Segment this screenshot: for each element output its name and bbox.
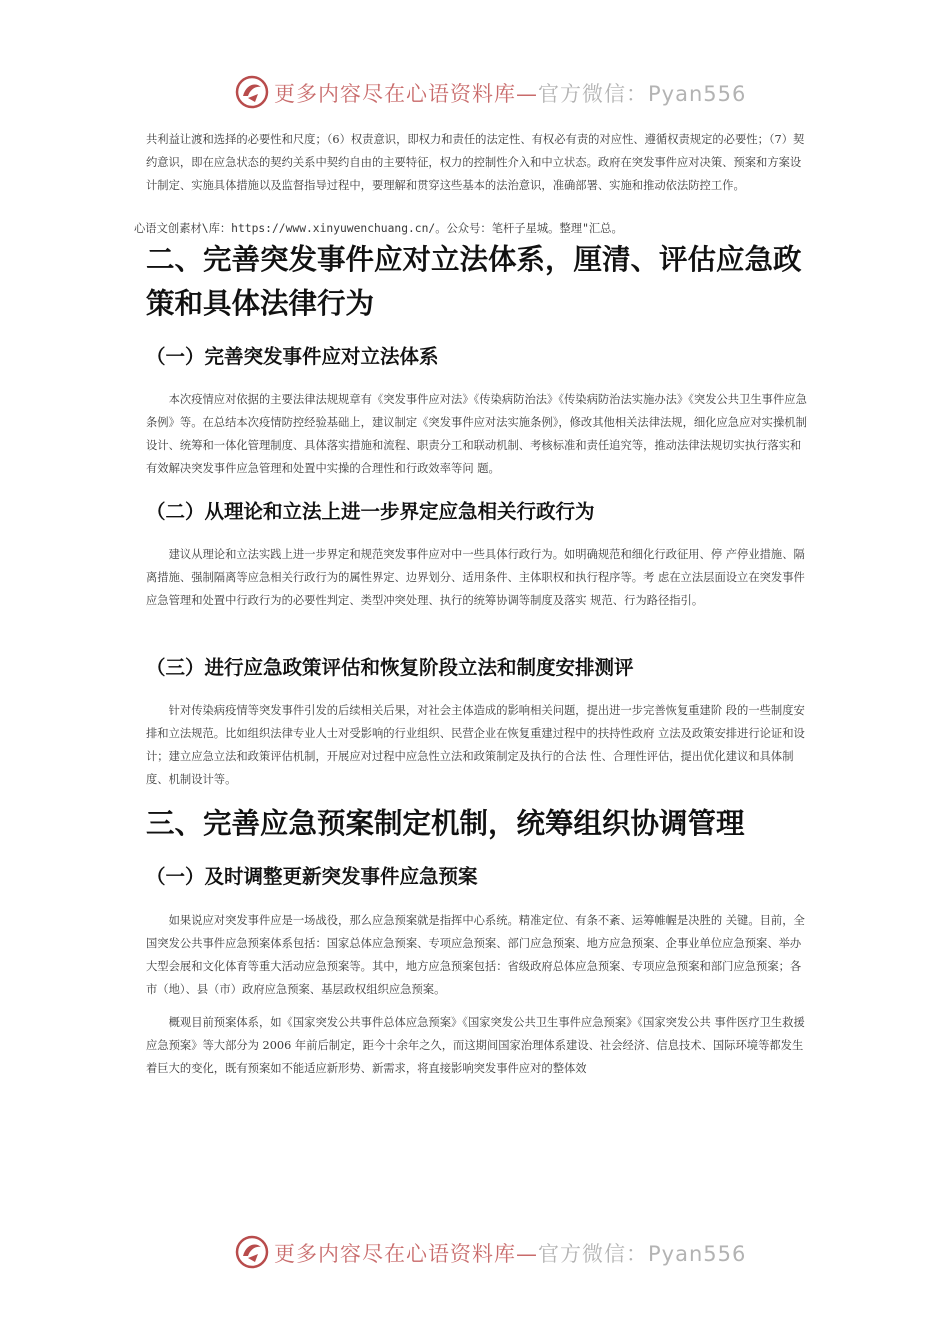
- section2-sub1-title: （一）完善突发事件应对立法体系: [146, 345, 439, 368]
- section2-sub3-title: （三）进行应急政策评估和恢复阶段立法和制度安排测评: [146, 656, 634, 679]
- section3-title: 三、完善应急预案制定机制，统筹组织协调管理: [146, 807, 745, 840]
- red-seal-logo-icon: [234, 74, 270, 110]
- red-seal-logo-icon: [234, 1234, 270, 1270]
- banner-account-text: 官方微信：Pyan556: [538, 1242, 747, 1266]
- intro-paragraph: 共利益让渡和选择的必要性和尺度；（6）权责意识，即权力和责任的法定性、有权必有责的对应性、遵循权责规定的必要性；（7）契约意识，即在应急状态的契约关系中契约自由的主要特征，权力的控制性介入和中立状态。政府在突发事件应对决策、预案和方案设计制定、实施具体措施以及监督指导过程中，要理解和贯穿这些基本的法治意识，准确部署、实施和推动依法防控工作。: [146, 133, 805, 192]
- section3-sub1-title: （一）及时调整更新突发事件应急预案: [146, 865, 478, 888]
- section2-sub3-text: 针对传染病疫情等突发事件引发的后续相关后果，对社会主体造成的影响相关问题，提出进一步完善恢复重建阶 段的一些制度安排和立法规范。比如组织法律专业人士对受影响的行业组织、民营企业在恢复重建过程中的扶持性政府 立法及政策安排进行论证和设计；建立应急立法和政策评估机制，开展应对过程中应急性立法和政策制定及执行的合法 性、合理性评估，提出优化建议和具体制度、机制设计等。: [146, 704, 805, 786]
- banner-text: [274, 1238, 746, 1268]
- section2-title: 二、完善突发事件应对立法体系，厘清、评估应急政策和具体法律行为: [146, 243, 802, 320]
- top-banner: [0, 70, 950, 114]
- banner-lead-text: 更多内容尽在心语资料库—: [274, 82, 538, 106]
- section2-sub1-text: 本次疫情应对依据的主要法律法规规章有《突发事件应对法》《传染病防治法》《传染病防治法实施办法》《突发公共卫生事件应急条例》等。在总结本次疫情防控经验基础上，建议制定《突发事件应对法实施条例》，修改其他相关法律法规，细化应急应对实操机制设计、统筹和一体化管理制度、具体落实措施和流程、职责分工和联动机制、考核标准和责任追究等，推动法律法规切实执行落实和有效解决突发事件应急管理和处置中实操的合理性和行政效率等问 题。: [146, 393, 807, 475]
- bottom-banner: [0, 1230, 950, 1274]
- source-note: 心语文创素材\库：https://www.xinyuwenchuang.cn/。公众号：笔杆子星城。整理"汇总。: [134, 222, 623, 235]
- section2-sub2-text: 建议从理论和立法实践上进一步界定和规范突发事件应对中一些具体行政行为。如明确规范和细化行政征用、停 产停业措施、隔离措施、强制隔离等应急相关行政行为的属性界定、边界划分、适用条件、主体职权和执行程序等。考 虑在立法层面设立在突发事件应急管理和处置中行政行为的必要性判定、类型冲突处理、执行的统筹协调等制度及落实 规范、行为路径指引。: [146, 548, 805, 607]
- section3-sub1-text1: 如果说应对突发事件应是一场战役，那么应急预案就是指挥中心系统。精准定位、有条不紊、运筹帷幄是决胜的 关键。目前，全国突发公共事件应急预案体系包括：国家总体应急预案、专项应急预案、部门应急预案、地方应急预案、企事业单位应急预案、举办大型会展和文化体育等重大活动应急预案等。其中，地方应急预案包括：省级政府总体应急预案、专项应急预案和部门应急预案；各市（地）、县（市）政府应急预案、基层政权组织应急预案。: [146, 914, 805, 996]
- section3-sub1-text2: 概观目前预案体系，如《国家突发公共事件总体应急预案》《国家突发公共卫生事件应急预案》《国家突发公共 事件医疗卫生救援应急预案》等大部分为 2006 年前后制定，距今十余年之久，而这期间国家治理体系建设、社会经济、信息技术、国际环境等都发生着巨大的变化，既有预案如不能适应新形势、新需求，将直接影响突发事件应对的整体效: [146, 1016, 805, 1075]
- banner-text: [274, 78, 746, 108]
- banner-lead-text: 更多内容尽在心语资料库—: [274, 1242, 538, 1266]
- section2-sub2-title: （二）从理论和立法上进一步界定应急相关行政行为: [146, 500, 595, 523]
- banner-account-text: 官方微信：Pyan556: [538, 82, 747, 106]
